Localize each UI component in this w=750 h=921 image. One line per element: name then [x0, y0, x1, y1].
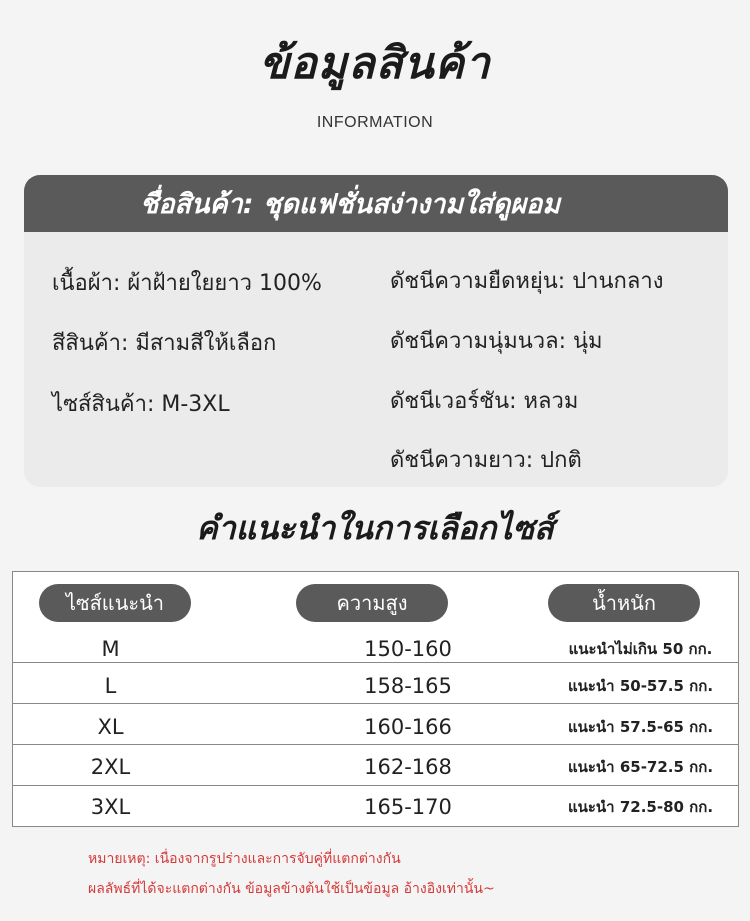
size-cell: XL — [97, 715, 124, 739]
height-cell: 165-170 — [364, 795, 452, 819]
size-attribute: ไซส์สินค้า: M-3XL — [52, 392, 230, 417]
row-divider — [13, 744, 738, 745]
height-cell: 158-165 — [364, 674, 452, 698]
row-divider — [13, 703, 738, 704]
note-line-2: ผลลัพธ์ที่ได้จะแตกต่างกัน ข้อมูลข้างต้นใช้เป็นข้อมูล อ้างอิงเท่านั้น~ — [88, 881, 495, 897]
product-info-card — [24, 175, 728, 487]
elasticity-attribute: ดัชนีความยืดหยุ่น: ปานกลาง — [390, 269, 664, 294]
length-attribute: ดัชนีความยาว: ปกติ — [390, 448, 582, 473]
weight-cell: แนะนำไม่เกิน 50 กก. — [568, 640, 713, 658]
size-cell: M — [101, 637, 120, 661]
height-cell: 150-160 — [364, 637, 452, 661]
note-line-1: หมายเหตุ: เนื่องจากรูปร่างและการจับคู่ที่แตกต่างกัน — [88, 851, 401, 867]
height-cell: 162-168 — [364, 755, 452, 779]
header-height: ความสูง — [296, 584, 448, 622]
page-subtitle: INFORMATION — [316, 114, 434, 131]
size-guide-title: คำแนะนำในการเลือกไซส์ — [196, 509, 554, 547]
page-title: ข้อมูลสินค้า — [259, 38, 491, 89]
size-cell: 3XL — [90, 795, 131, 819]
softness-attribute: ดัชนีความนุ่มนวล: นุ่ม — [390, 329, 603, 354]
version-attribute: ดัชนีเวอร์ชัน: หลวม — [390, 389, 579, 414]
fabric-attribute: เนื้อผ้า: ผ้าฝ้ายใยยาว 100% — [52, 271, 322, 296]
weight-cell: แนะนำ 65-72.5 กก. — [567, 758, 714, 776]
size-table — [12, 571, 739, 827]
weight-cell: แนะนำ 50-57.5 กก. — [567, 677, 714, 695]
product-name-banner: ชื่อสินค้า: ชุดแฟชั่นสง่างามใส่ดูผอม — [24, 175, 728, 232]
height-cell: 160-166 — [364, 715, 452, 739]
header-size: ไซส์แนะนำ — [39, 584, 191, 622]
weight-cell: แนะนำ 57.5-65 กก. — [567, 718, 714, 736]
weight-cell: แนะนำ 72.5-80 กก. — [567, 798, 714, 816]
size-cell: L — [104, 674, 117, 698]
color-attribute: สีสินค้า: มีสามสีให้เลือก — [52, 331, 277, 356]
header-weight: น้ำหนัก — [548, 584, 700, 622]
row-divider — [13, 785, 738, 786]
size-cell: 2XL — [90, 755, 131, 779]
